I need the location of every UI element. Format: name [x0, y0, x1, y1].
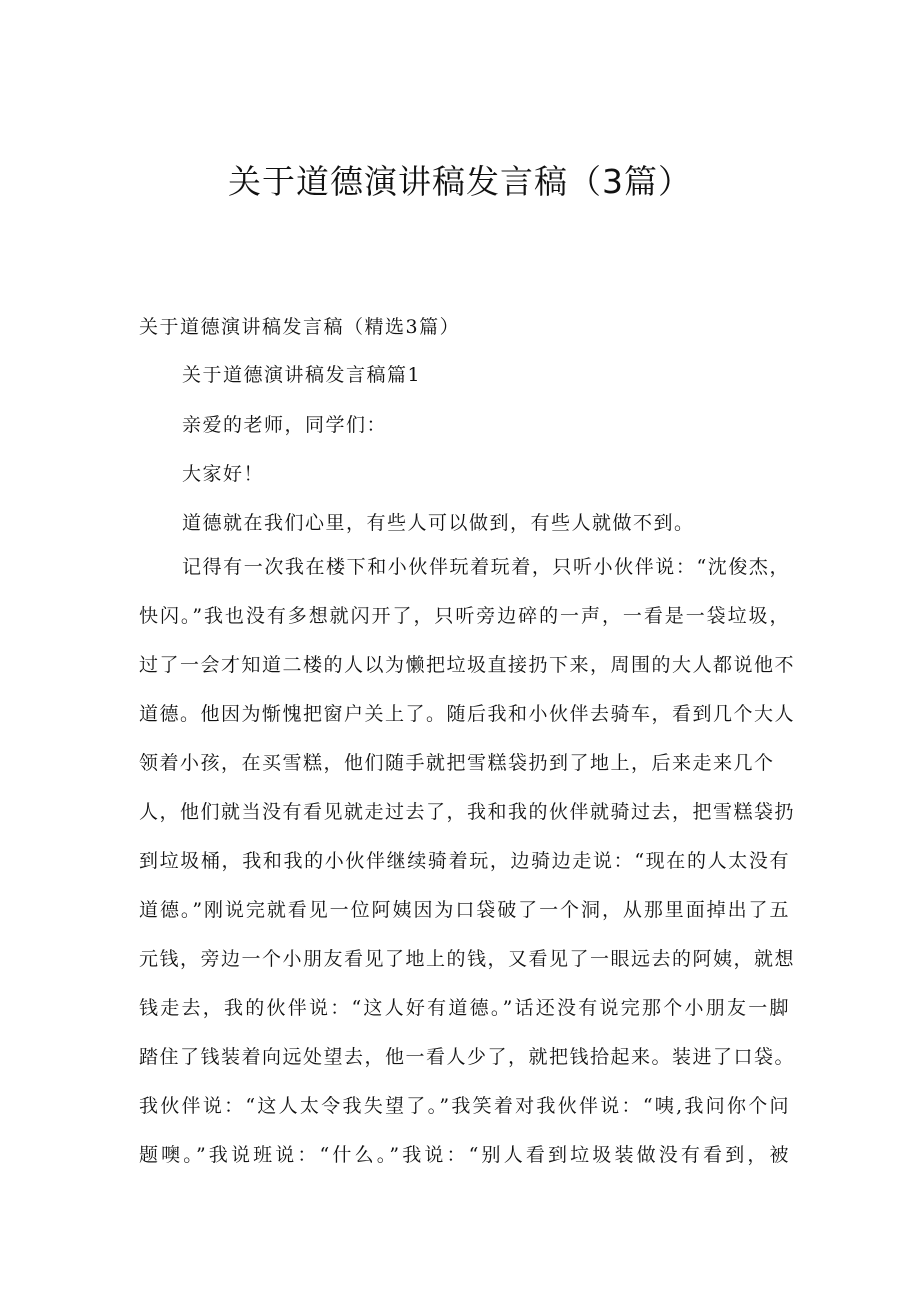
- paragraph-line: 道德。”刚说完就看见一位阿姨因为口袋破了一个洞，从那里面掉出了五: [139, 899, 790, 921]
- paragraph-line: 钱走去，我的伙伴说：“这人好有道德。”话还没有说完那个小朋友一脚: [139, 997, 790, 1019]
- paragraph-line: 题噢。”我说班说：“什么。”我说：“别人看到垃圾装做没有看到，被: [139, 1144, 790, 1166]
- document-subtitle: 关于道德演讲稿发言稿（精选3篇）: [139, 316, 461, 338]
- paragraph-line: 领着小孩，在买雪糕，他们随手就把雪糕袋扔到了地上，后来走来几个: [139, 752, 775, 774]
- paragraph-line: 我伙伴说：“这人太令我失望了。”我笑着对我伙伴说：“咦,我问你个问: [139, 1095, 790, 1117]
- paragraph-line: 道德。他因为惭愧把窗户关上了。随后我和小伙伴去骑车，看到几个大人: [139, 703, 796, 725]
- paragraph-line: 过了一会才知道二楼的人以为懒把垃圾直接扔下来，周围的大人都说他不: [139, 654, 796, 676]
- salutation: 亲爱的老师，同学们：: [182, 414, 388, 436]
- section-heading: 关于道德演讲稿发言稿篇1: [182, 364, 422, 386]
- document-title: 关于道德演讲稿发言稿（3篇）: [228, 162, 692, 201]
- greeting: 大家好！: [182, 463, 265, 485]
- paragraph-line: 到垃圾桶，我和我的小伙伴继续骑着玩，边骑边走说：“现在的人太没有: [139, 850, 790, 872]
- paragraph-line: 元钱，旁边一个小朋友看见了地上的钱，又看见了一眼远去的阿姨，就想: [139, 948, 796, 970]
- paragraph-line: 快闪。”我也没有多想就闪开了，只听旁边碎的一声，一看是一袋垃圾，: [139, 605, 790, 627]
- paragraph-line: 记得有一次我在楼下和小伙伴玩着玩着，只听小伙伴说：“沈俊杰，: [182, 556, 790, 578]
- paragraph-line: 人，他们就当没有看见就走过去了，我和我的伙伴就骑过去，把雪糕袋扔: [139, 801, 796, 823]
- paragraph-line: 踏住了钱装着向远处望去，他一看人少了，就把钱拾起来。装进了口袋。: [139, 1046, 796, 1068]
- intro-paragraph: 道德就在我们心里，有些人可以做到，有些人就做不到。: [182, 512, 695, 534]
